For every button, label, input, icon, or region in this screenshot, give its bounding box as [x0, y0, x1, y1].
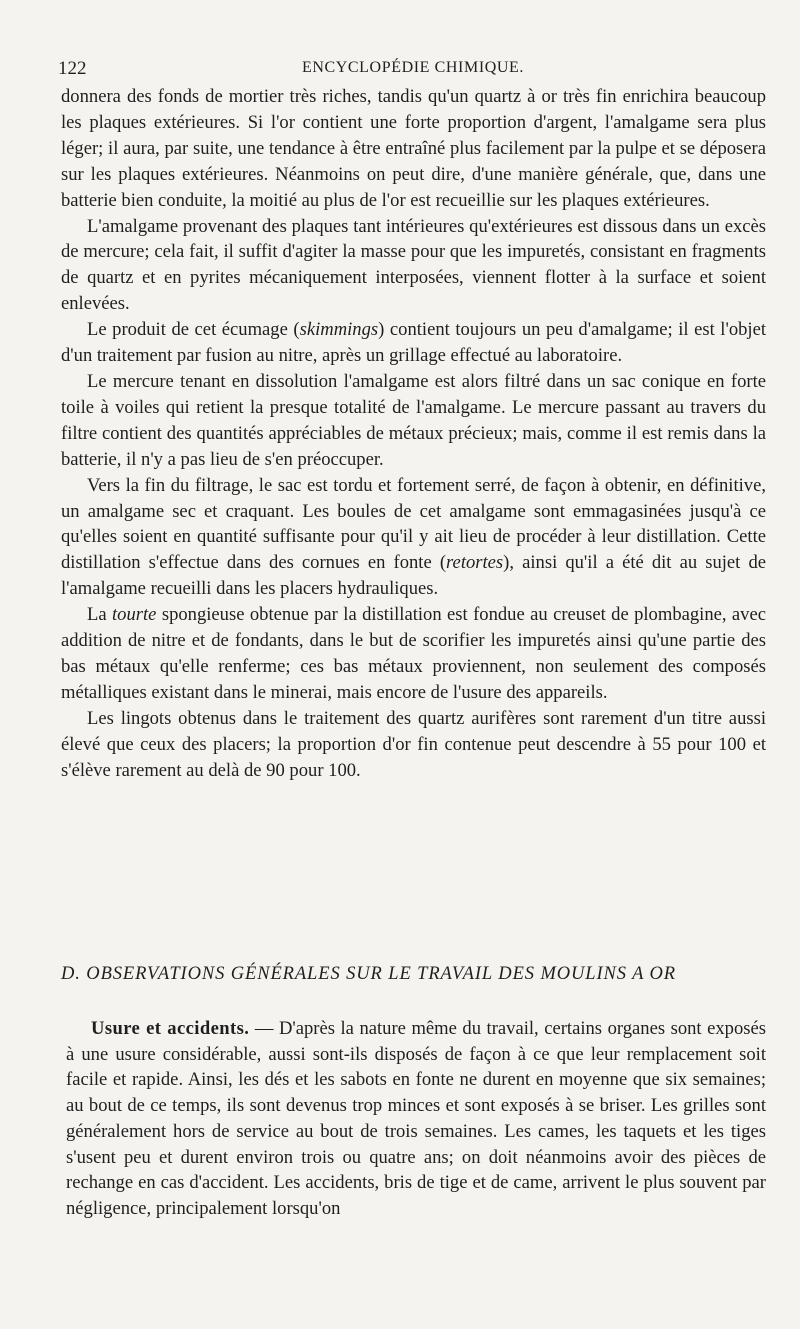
body-text: [61, 84, 766, 783]
running-head: [58, 58, 768, 82]
running-title: ENCYCLOPÉDIE CHIMIQUE.: [301, 59, 525, 76]
paragraph-text: — D'après la nature même du travail, certains organes sont exposés à une usure considérable, aussi sont-ils disposés de façon à ce que leur remplacement soit facile et rapide. Ainsi, les dés et les sabots en fonte ne durent en moyenne que six semaines; au bout de ce temps, ils sont devenus trop minces et sont exposés à se briser. Les grilles sont généralement hors de service au bout de trois semaines. Les cames, les taquets et les tiges s'usent peu et durent environ trois ou quatre ans; on doit néanmoins avoir des pièces de rechange en cas d'accident. Les accidents, bris de tige et de came, arrivent le plus souvent par négligence, principalement lorsqu'on: [66, 1018, 766, 1219]
italic-term: retortes: [446, 552, 504, 574]
paragraph-distillation: [61, 473, 766, 603]
paragraph-filtration: Le mercure tenant en dissolution l'amalgame est alors filtré dans un sac conique en forte toile à voiles qui retient la presque totalité de l'amalgame. Le mercure passant au travers du filtre contient des quantités appréciables de métaux précieux; mais, comme il est remis dans la batterie, il n'y a pas lieu de s'en préoccuper.: [61, 370, 766, 470]
italic-term: skimmings: [299, 319, 379, 341]
run-in-heading: Usure et accidents.: [91, 1018, 250, 1039]
paragraph-skimmings: [61, 317, 766, 369]
paragraph-text: ), ainsi qu'il a été dit au sujet de l'amalgame recueilli dans les placers hydrauliques.: [61, 552, 766, 600]
paragraph-wear-and-accidents: [66, 1016, 766, 1222]
paragraph-text: Vers la fin du filtrage, le sac est tordu et fortement serré, de façon à obtenir, en définitive, un amalgame sec et craquant. Les boules de cet amalgame sont emmagasinées jusqu'à ce qu'elles soient en quantité suffisante pour qu'il y ait lieu de procéder à leur distillation. Cette distillation s'effectue dans des cornues en fonte (: [61, 474, 766, 574]
section-text: [66, 1016, 766, 1222]
paragraph-text: La: [87, 604, 113, 626]
paragraph-amalgam-dissolution: L'amalgame provenant des plaques tant intérieures qu'extérieures est dissous dans un excès de mercure; cela fait, il suffit d'agiter la masse pour que les impuretés, consistant en fragments de quartz et en pyrites mécaniquement interposées, viennent flotter à la surface et soient enlevées.: [61, 215, 766, 315]
paragraph-text: Le produit de cet écumage (: [87, 319, 300, 341]
paragraph-continued: donnera des fonds de mortier très riches, tandis qu'un quartz à or très fin enrichira beaucoup les plaques extérieures. Si l'or contient une forte proportion d'argent, l'amalgame sera plus léger; il aura, par suite, une tendance à être entraîné plus facilement par la pulpe et se déposera sur les plaques extérieures. Néanmoins on peut dire, d'une manière générale, que, dans une batterie bien conduite, la moitié au plus de l'or est recueillie sur les plaques extérieures.: [61, 86, 766, 211]
paragraph-text: spongieuse obtenue par la distillation est fondue au creuset de plombagine, avec addition de nitre et de fondants, dans le but de scorifier les impuretés ainsi qu'une partie des bas métaux qu'elle renferme; ces bas métaux proviennent, non seulement des composés métalliques existant dans le minerai, mais encore de l'usure des appareils.: [61, 604, 766, 703]
paragraph-ingots: Les lingots obtenus dans le traitement des quartz aurifères sont rarement d'un titre aussi élevé que ceux des placers; la proportion d'or fin contenue peut descendre à 55 pour 100 et s'élève rarement au delà de 90 pour 100.: [61, 707, 766, 781]
paragraph-tourte: [61, 602, 766, 706]
paragraph-text: ) contient toujours un peu d'amalgame; il est l'objet d'un traitement par fusion au nitre, après un grillage effectué au laboratoire.: [61, 319, 767, 367]
section-heading: D. OBSERVATIONS GÉNÉRALES SUR LE TRAVAIL DES MOULINS A OR: [61, 964, 676, 984]
page-number: 122: [58, 58, 87, 79]
italic-term: tourte: [112, 604, 157, 626]
